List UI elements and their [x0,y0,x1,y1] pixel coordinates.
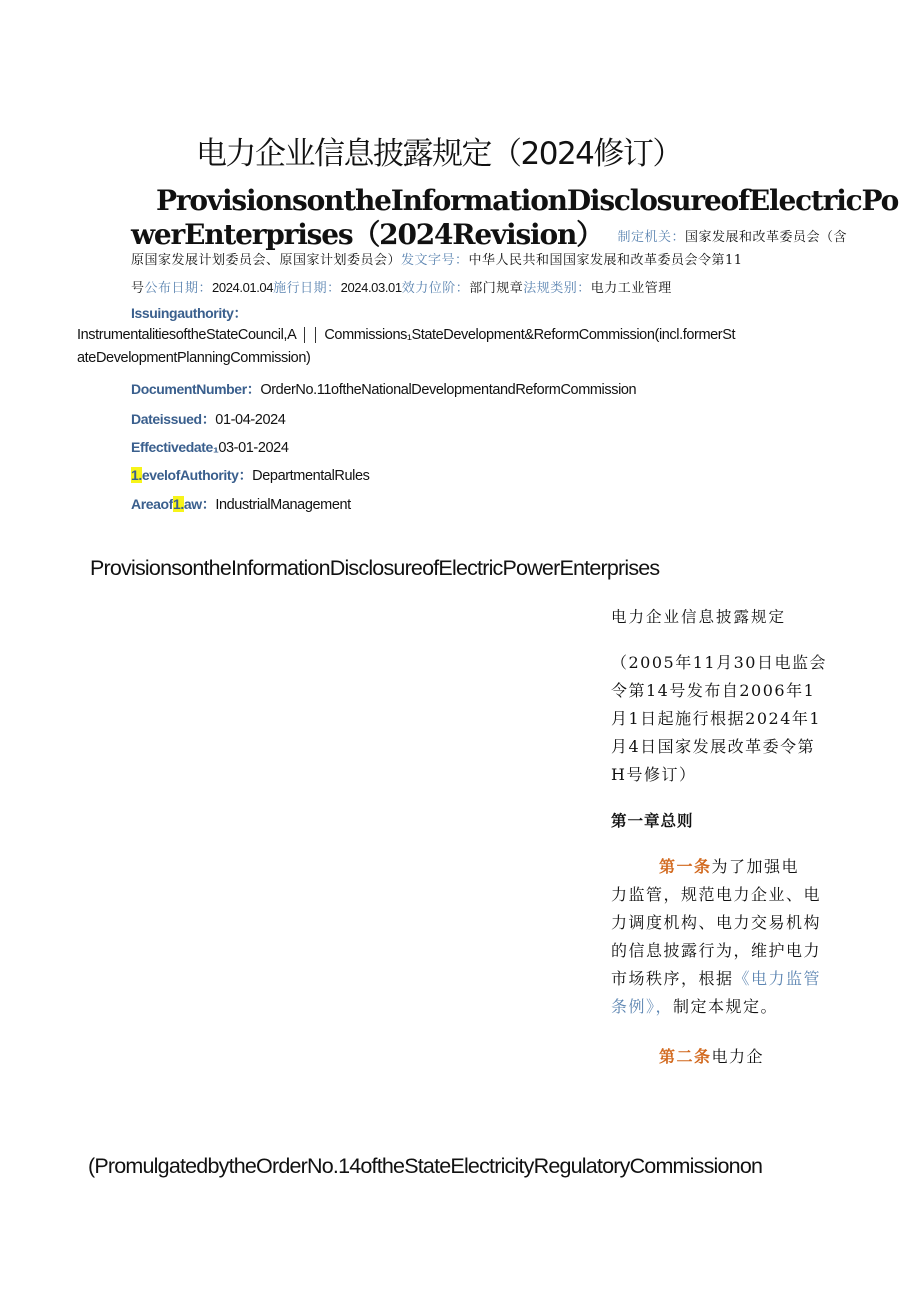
meta-en-docno-value: OrderNo.11oftheNationalDevelopmentandReformCommission [260,382,637,398]
meta-cn-level-value: 部门规章 [469,281,524,296]
meta-en-level-value: DepartmentalRules [252,468,370,484]
rc-art1-line6-text: 制定本规定。 [673,997,779,1016]
rc-note-line: H号修订） [611,765,697,784]
meta-en-area-label-a: Areaof [131,496,173,512]
meta-en-authority-value-b: Commissions₁StateDevelopment&ReformCommission(incl.formerSt [324,327,736,343]
meta-en-authority-value [77,327,735,343]
meta-cn-authority [618,230,848,245]
separator-bar [304,327,305,343]
meta-en-docno [131,379,636,399]
rc-note-line: 月1日起施行根据2024年1 [611,709,822,728]
meta-en-effective [131,437,289,456]
meta-en-effective-label: Effectivedate₁ [131,439,219,455]
meta-cn-effective-value: 2024.03.01 [340,280,402,295]
meta-en-area-highlight: 1. [172,496,184,512]
bottom-note-en: (PromulgatedbytheOrderNo.14oftheStateElectricityRegulatoryCommissionon [88,1154,763,1178]
rc-title: 电力企业信息披露规定 [611,608,787,626]
meta-en-authority-value-a: InstrumentalitiesoftheStateCouncil,A [77,327,297,343]
meta-cn-level-label[interactable]: 效力位阶： [401,281,470,296]
meta-en-authority-label: Issuingauthority： [131,305,248,321]
meta-cn-category-label[interactable]: 法规类别： [523,281,591,296]
meta-cn-docno-value: 中华人民共和国国家发展和改革委员会令第11 [468,253,743,268]
rc-art1-regulation-link-end[interactable]: 条例》， [611,997,674,1016]
rc-art2-label: 第二条 [659,1047,712,1066]
meta-en-docno-label: DocumentNumber： [131,381,261,397]
meta-cn-issued-label[interactable]: 公布日期： [144,281,213,296]
meta-cn-issued-value: 2024.01.04 [212,280,274,295]
meta-cn-line2 [131,249,743,268]
section-heading-en: ProvisionsontheInformationDisclosureofElectricPowerEnterprises [90,556,660,580]
meta-en-level-highlight: 1. [131,467,142,483]
right-column [611,603,841,1071]
rc-art1-regulation-link[interactable]: 《电力监管 [733,969,822,988]
rc-art1-line: 力调度机构、电力交易机构 [611,913,822,932]
meta-en-area [131,494,351,514]
rc-article-1 [611,853,841,1021]
meta-cn-authority-label[interactable]: 制定机关： [617,230,686,245]
meta-en-issued-value: 01-04-2024 [215,412,286,428]
rc-note-line: （2005年11月30日电监会 [611,653,827,672]
rc-article-2 [611,1043,841,1071]
meta-cn-effective-label[interactable]: 施行日期： [273,281,341,296]
rc-art1-line1: 为了加强电 [711,857,800,876]
rc-art1-line: 的信息披露行为，维护电力 [611,941,822,960]
meta-en-level-label: evelofAuthority： [141,467,253,483]
meta-cn-authority-value-2: 原国家发展计划委员会、原国家计划委员会） [131,253,402,268]
page-title-en-line2 [131,213,847,253]
meta-cn-category-value: 电力工业管理 [590,281,672,296]
rc-art1-line: 力监管，规范电力企业、电 [611,885,822,904]
rc-art2-text: 电力企 [711,1047,765,1066]
rc-note-line: 月4日国家发展改革委令第 [611,737,816,756]
rc-art1-line6 [611,993,841,1021]
meta-en-authority-value-c: ateDevelopmentPlanningCommission) [77,350,311,366]
meta-en-area-value: IndustrialManagement [215,497,351,513]
separator-bar [315,327,316,343]
meta-en-effective-value: 03-01-2024 [218,440,289,456]
rc-art1-line5 [611,965,841,993]
rc-art1-first-line [611,853,841,881]
rc-note [611,649,841,789]
page-title-en-line2-text: werEnterprises（2024Revision） [131,218,603,251]
meta-en-area-label-b: aw： [183,496,216,512]
meta-cn-docno-label[interactable]: 发文字号： [401,253,469,268]
rc-art1-line5-text: 市场秩序，根据 [611,969,734,988]
meta-cn-authority-value: 国家发展和改革委员会（含 [685,230,848,245]
rc-note-line: 令第14号发布自2006年1 [611,681,816,700]
meta-cn-docno-value-2: 号 [131,281,145,296]
meta-en-issued-label: Dateissued： [131,411,216,427]
page-title-cn: 电力企业信息披露规定（2024修订） [196,136,682,172]
rc-chapter-heading: 第一章总则 [611,812,694,830]
rc-art1-label: 第一条 [659,857,712,876]
meta-en-issued [131,409,285,429]
meta-cn-line3 [131,277,672,296]
page-title-en-line1: ProvisionsontheInformationDisclosureofElectricPo [156,184,899,217]
meta-en-level [131,465,370,485]
